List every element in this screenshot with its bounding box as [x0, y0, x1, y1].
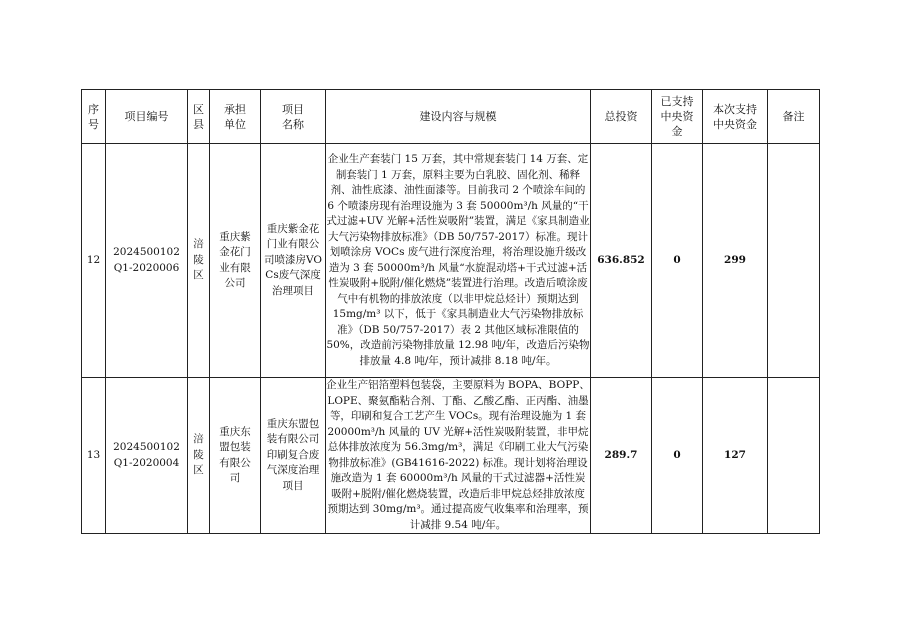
cell-code: 2024500102Q1-2020006	[106, 144, 188, 378]
cell-content: 企业生产套装门 15 万套，其中常规套装门 14 万套、定制套装门 1 万套，原料主要为白乳胶、固化剂、稀释剂、油性底漆、油性面漆等。目前我司 2 个喷涂车间的 6 个喷漆房现有治理设施为 3 套 50000m³/h 风量的“干式过滤+UV 光解+活性炭吸附”装置，满足《家具制造业大气污染物排放标准》（DB 50/757-2017）标准。现计划喷涂房 VOCs 废气进行深度治理，将治理设施升级改造为 3 套 50000m³/h 风量“水旋混动塔+干式过滤+活性炭吸附+脱附/催化燃烧”装置进行治理。改造后喷涂废气中有机物的排放浓度（以非甲烷总烃计）预期达到 15mg/m³ 以下，低于《家具制造业大气污染物排放标准》（DB 50/757-2017）表 2 其他区域标准限值的 50%，改造前污染物排放量 12.98 吨/年，改造后污染物排放量 4.8 吨/年，预计减排 8.18 吨/年。	[326, 144, 591, 378]
cell-seq: 12	[82, 144, 106, 378]
header-district: 区县	[188, 90, 210, 144]
header-supported: 已支持中央资金	[652, 90, 703, 144]
cell-name: 重庆东盟包装有限公司印刷复合废气深度治理项目	[261, 378, 326, 534]
cell-unit: 重庆紫金花门业有限公司	[210, 144, 261, 378]
cell-current: 299	[703, 144, 768, 378]
cell-district: 涪陵区	[188, 378, 210, 534]
cell-current: 127	[703, 378, 768, 534]
header-name: 项目名称	[261, 90, 326, 144]
project-table	[81, 89, 820, 534]
header-row	[82, 90, 820, 144]
cell-remark	[768, 378, 820, 534]
header-unit: 承担单位	[210, 90, 261, 144]
cell-name: 重庆紫金花门业有限公司喷漆房VOCs废气深度治理项目	[261, 144, 326, 378]
cell-content: 企业生产铝箔塑料包装袋，主要原料为 BOPA、BOPP、LOPE、聚氨酯粘合剂、丁酯、乙酸乙酯、正丙酯、油墨等，印刷和复合工艺产生 VOCs。现有治理设施为 1 套 20000m³/h 风量的 UV 光解+活性炭吸附装置，非甲烷总体排放浓度为 56.3mg/m³，满足《印刷工业大气污染物排放标准》(GB41616-2022) 标准。现计划将治理设施改造为 1 套 60000m³/h 风量的干式过滤器+活性炭吸附+脱附/催化燃烧装置，改造后非甲烷总烃排放浓度预期达到 30mg/m³。通过提高废气收集率和治理率，预计减排 9.54 吨/年。	[326, 378, 591, 534]
cell-code: 2024500102Q1-2020004	[106, 378, 188, 534]
header-content: 建设内容与规模	[326, 90, 591, 144]
cell-district: 涪陵区	[188, 144, 210, 378]
cell-remark	[768, 144, 820, 378]
header-current: 本次支持中央资金	[703, 90, 768, 144]
table-row	[82, 378, 820, 534]
cell-supported: 0	[652, 378, 703, 534]
header-seq: 序号	[82, 90, 106, 144]
cell-total: 636.852	[591, 144, 652, 378]
cell-total: 289.7	[591, 378, 652, 534]
header-total: 总投资	[591, 90, 652, 144]
cell-seq: 13	[82, 378, 106, 534]
table-row	[82, 144, 820, 378]
header-code: 项目编号	[106, 90, 188, 144]
cell-supported: 0	[652, 144, 703, 378]
cell-unit: 重庆东盟包装有限公司	[210, 378, 261, 534]
header-remark: 备注	[768, 90, 820, 144]
